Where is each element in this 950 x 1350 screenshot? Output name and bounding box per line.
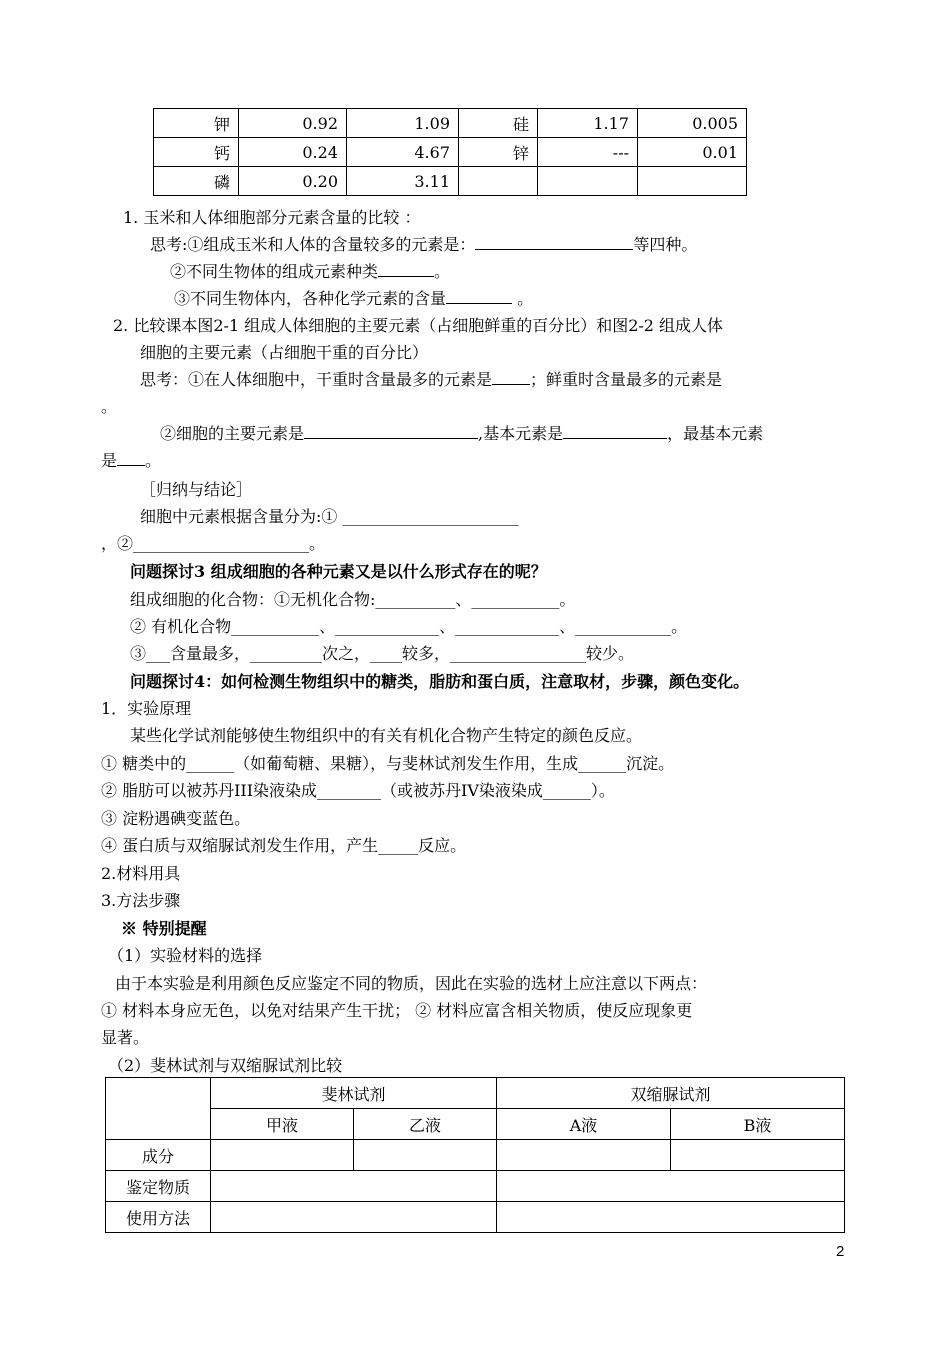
table-row xyxy=(154,109,747,138)
question-text: 。 xyxy=(145,451,162,470)
list-item: ② 脂肪可以被苏丹III染液染成________（或被苏丹IV染液染成______）。 xyxy=(101,781,615,800)
table-cell: 0.92 xyxy=(239,109,347,138)
table-cell: 0.20 xyxy=(239,167,347,196)
question-line xyxy=(160,421,763,444)
answer-blank[interactable] xyxy=(475,233,633,250)
paragraph: 由于本实验是利用颜色反应鉴定不同的物质，因此在实验的选材上应注意以下两点： xyxy=(115,974,708,993)
question-text: ,基本元素是 xyxy=(478,424,564,443)
table-cell[interactable] xyxy=(354,1140,497,1171)
question-text: 等四种。 xyxy=(633,235,698,254)
table-row xyxy=(154,138,747,167)
row-label: 鉴定物质 xyxy=(106,1171,211,1202)
row-label: 成分 xyxy=(106,1140,211,1171)
table-cell xyxy=(459,167,538,196)
table-cell[interactable] xyxy=(671,1140,845,1171)
table-cell: 0.01 xyxy=(638,138,747,167)
list-item: ③ 淀粉遇碘变蓝色。 xyxy=(101,809,251,828)
table-header: B液 xyxy=(671,1109,845,1140)
element-content-table xyxy=(153,108,747,196)
reagent-comparison-table xyxy=(105,1077,845,1233)
question-text: 。 xyxy=(101,397,118,416)
section-2-title-cont: 细胞的主要元素（占细胞干重的百分比） xyxy=(140,343,429,362)
table-row xyxy=(154,167,747,196)
answer-blank[interactable] xyxy=(117,449,145,466)
table-cell[interactable] xyxy=(497,1140,671,1171)
question-text: ②不同生物体的组成元素种类 xyxy=(170,262,379,281)
table-cell: 磷 xyxy=(154,167,239,196)
table-cell[interactable] xyxy=(211,1171,497,1202)
question-line xyxy=(174,286,533,309)
section-2-title: 2. 比较课本图2-1 组成人体细胞的主要元素（占细胞鲜重的百分比）和图2-2 组成人体 xyxy=(113,316,724,335)
question-text: ，最基本元素 xyxy=(667,424,764,443)
table-header: 乙液 xyxy=(354,1109,497,1140)
paragraph: 显著。 xyxy=(101,1028,150,1047)
table-row xyxy=(106,1140,845,1171)
table-cell: 3.11 xyxy=(347,167,459,196)
list-item: ① 糖类中的______（如葡萄糖、果糖），与斐林试剂发生作用，生成______沉淀。 xyxy=(101,754,675,773)
list-item: ④ 蛋白质与双缩脲试剂发生作用，产生_____反应。 xyxy=(101,836,467,855)
conclusion-heading: ［归纳与结论］ xyxy=(140,480,253,499)
row-label: 使用方法 xyxy=(106,1202,211,1233)
conclusion-line: 细胞中元素根据含量分为:① ______________________ xyxy=(140,507,519,526)
reminder-heading: ※ 特别提醒 xyxy=(121,919,207,938)
problem-3-line: 组成细胞的化合物：①无机化合物:__________、___________。 xyxy=(130,590,576,609)
subsection-title: 1．实验原理 xyxy=(101,699,192,718)
problem-3-heading: 问题探讨3 组成细胞的各种元素又是以什么形式存在的呢？ xyxy=(130,562,547,581)
problem-3-line: ② 有机化合物___________、_____________、_____________、____________。 xyxy=(130,617,688,636)
question-text: 。 xyxy=(434,262,451,281)
paragraph: ① 材料本身应无色，以免对结果产生干扰； ② 材料应富含相关物质，使反应现象更 xyxy=(101,1001,693,1020)
table-header: 斐林试剂 xyxy=(211,1078,497,1109)
table-cell: --- xyxy=(538,138,638,167)
section-1-title: 1. 玉米和人体细胞部分元素含量的比较 ： xyxy=(123,208,421,227)
conclusion-line: ，②______________________。 xyxy=(101,534,326,553)
subsection-title: 2.材料用具 xyxy=(101,864,181,883)
problem-3-line: ③___含量最多，_________次之，____较多，_________________较少。 xyxy=(130,644,635,663)
table-cell: 钙 xyxy=(154,138,239,167)
table-header: A液 xyxy=(497,1109,671,1140)
table-row xyxy=(106,1109,845,1140)
table-row xyxy=(106,1171,845,1202)
question-line xyxy=(150,232,697,255)
table-cell: 1.09 xyxy=(347,109,459,138)
subsection-title: （1）实验材料的选择 xyxy=(108,946,263,965)
table-cell[interactable] xyxy=(211,1140,354,1171)
page-number: 2 xyxy=(836,1243,845,1260)
table-cell: 0.005 xyxy=(638,109,747,138)
table-cell: 0.24 xyxy=(239,138,347,167)
table-cell[interactable] xyxy=(211,1202,497,1233)
table-cell xyxy=(538,167,638,196)
question-text: 思考：①在人体细胞中，干重时含量最多的元素是 xyxy=(140,370,493,389)
table-cell xyxy=(106,1078,211,1140)
answer-blank[interactable] xyxy=(304,422,478,439)
table-cell: 硅 xyxy=(459,109,538,138)
question-text: 思考:①组成玉米和人体的含量较多的元素是： xyxy=(150,235,476,254)
table-header: 甲液 xyxy=(211,1109,354,1140)
table-cell: 4.67 xyxy=(347,138,459,167)
subsection-title: 3.方法步骤 xyxy=(101,891,181,910)
subsection-title: （2）斐林试剂与双缩脲试剂比较 xyxy=(108,1056,343,1075)
problem-4-heading: 问题探讨4：如何检测生物组织中的糖类，脂肪和蛋白质，注意取材，步骤，颜色变化。 xyxy=(130,672,750,691)
table-cell[interactable] xyxy=(497,1171,845,1202)
question-line xyxy=(101,448,161,471)
table-cell xyxy=(638,167,747,196)
question-text: 是 xyxy=(101,451,118,470)
question-text: ；鲜重时含量最多的元素是 xyxy=(530,370,723,389)
answer-blank[interactable] xyxy=(446,287,512,304)
question-line xyxy=(140,367,722,390)
table-cell: 钾 xyxy=(154,109,239,138)
answer-blank[interactable] xyxy=(563,422,667,439)
table-cell: 1.17 xyxy=(538,109,638,138)
table-row xyxy=(106,1078,845,1109)
question-text: ③不同生物体内，各种化学元素的含量 xyxy=(174,289,447,308)
question-line xyxy=(170,259,450,282)
question-text: ②细胞的主要元素是 xyxy=(160,424,305,443)
table-header: 双缩脲试剂 xyxy=(497,1078,845,1109)
table-cell[interactable] xyxy=(497,1202,845,1233)
table-cell: 锌 xyxy=(459,138,538,167)
answer-blank[interactable] xyxy=(492,368,530,385)
question-text: 。 xyxy=(512,289,534,308)
answer-blank[interactable] xyxy=(378,260,434,277)
paragraph: 某些化学试剂能够使生物组织中的有关有机化合物产生特定的颜色反应。 xyxy=(130,726,643,745)
table-row xyxy=(106,1202,845,1233)
